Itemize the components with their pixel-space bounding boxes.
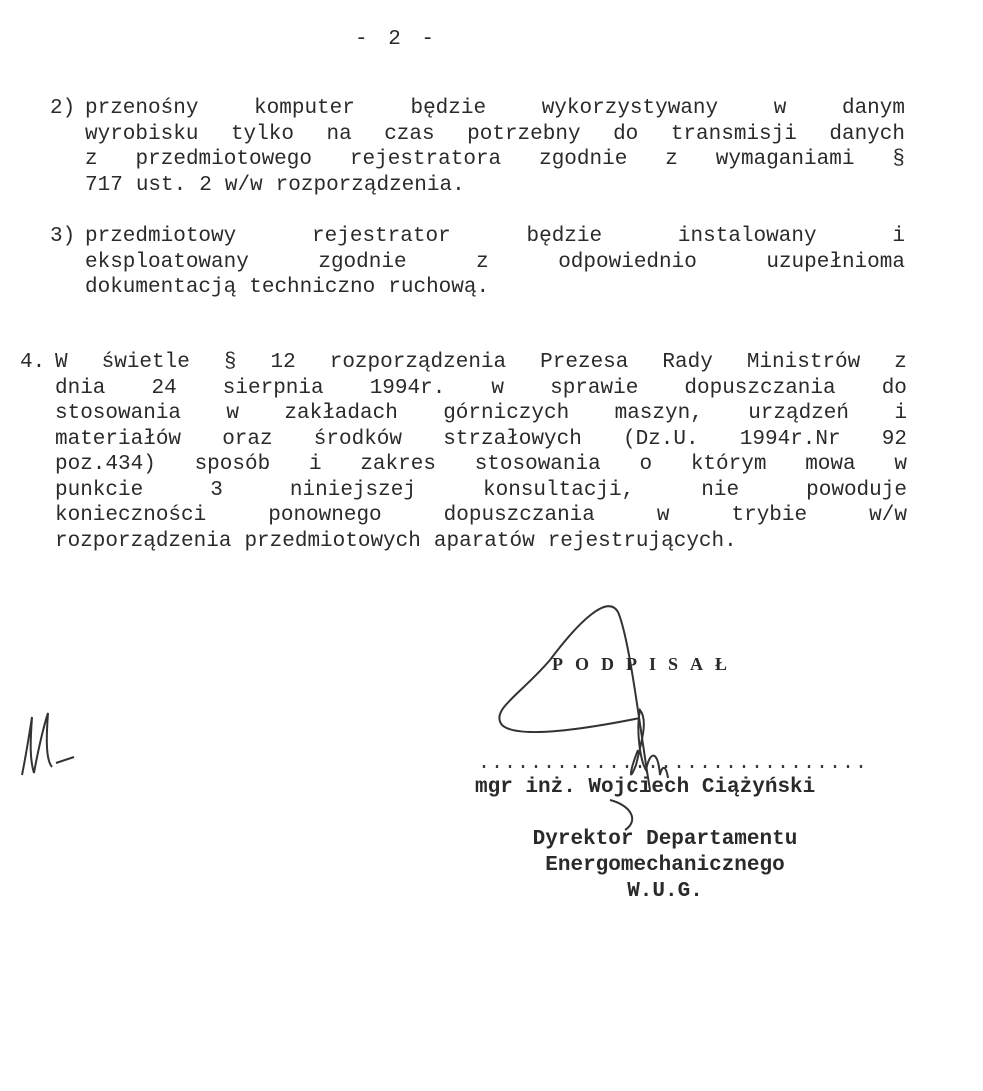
text-line bbox=[85, 173, 905, 199]
text-line bbox=[85, 250, 905, 276]
word: rejestratora bbox=[349, 148, 502, 171]
word: przedmiotowy bbox=[85, 225, 237, 248]
word: w/w bbox=[224, 173, 263, 197]
word: środków bbox=[313, 427, 403, 451]
word: powoduje bbox=[806, 478, 907, 502]
word: czas bbox=[384, 122, 435, 146]
word: rozporządzenia. bbox=[275, 173, 465, 197]
word: do bbox=[881, 376, 907, 400]
word: ruchową. bbox=[388, 276, 490, 299]
item-marker: 4. bbox=[20, 351, 46, 374]
word: w bbox=[656, 504, 670, 527]
word: 717 bbox=[85, 173, 123, 197]
list-item-2 bbox=[50, 96, 905, 198]
word: w bbox=[226, 402, 240, 425]
word: W bbox=[55, 351, 68, 374]
item-body bbox=[55, 350, 907, 554]
word: wyrobisku bbox=[85, 122, 199, 146]
word: dopuszczania bbox=[684, 376, 836, 400]
title-line: Dyrektor Departamentu bbox=[532, 828, 798, 851]
word: którym bbox=[690, 453, 767, 476]
title-line: W.U.G. bbox=[627, 880, 703, 903]
word: dopuszczania bbox=[443, 504, 595, 527]
text-line bbox=[55, 427, 907, 453]
word: instalowany bbox=[677, 225, 817, 248]
word: 2 bbox=[199, 173, 212, 197]
word: i bbox=[894, 402, 907, 425]
word: górniczych bbox=[443, 402, 570, 425]
word: konieczności bbox=[55, 504, 207, 527]
word: materiałów bbox=[55, 427, 182, 451]
word: i bbox=[308, 453, 322, 476]
word: zgodnie bbox=[539, 148, 628, 171]
text-line bbox=[55, 478, 907, 504]
handwritten-initials bbox=[18, 705, 78, 785]
word: punkcie bbox=[55, 478, 144, 502]
word: przenośny bbox=[85, 97, 199, 120]
item-marker: 2) bbox=[50, 97, 76, 120]
word: transmisji bbox=[670, 122, 797, 146]
word: dokumentacją bbox=[85, 276, 237, 299]
word: będzie bbox=[526, 225, 603, 248]
word: potrzebny bbox=[467, 122, 581, 146]
word: w bbox=[491, 376, 505, 400]
word: konsultacji, bbox=[483, 478, 635, 502]
word: 24 bbox=[151, 376, 177, 400]
word: 3 bbox=[210, 478, 223, 502]
text-line bbox=[85, 96, 905, 122]
word: rejestrujących. bbox=[547, 529, 737, 553]
text-line bbox=[85, 275, 905, 301]
word: 1994r.Nr bbox=[739, 427, 841, 451]
word: mowa bbox=[805, 453, 856, 476]
text-line bbox=[85, 122, 905, 148]
word: w/w bbox=[869, 504, 907, 527]
word: będzie bbox=[410, 97, 487, 120]
word: § bbox=[223, 351, 237, 374]
text-line bbox=[55, 401, 907, 427]
word: komputer bbox=[254, 97, 355, 120]
word: 12 bbox=[270, 351, 296, 374]
word: uzupełnioma bbox=[766, 250, 905, 274]
word: aparatów bbox=[433, 529, 535, 553]
word: i bbox=[892, 225, 905, 248]
word: przedmiotowego bbox=[135, 148, 312, 171]
word: na bbox=[326, 122, 352, 146]
word: rozporządzenia bbox=[55, 529, 232, 553]
word: danych bbox=[829, 122, 905, 146]
word: oraz bbox=[222, 427, 273, 451]
text-line bbox=[55, 376, 907, 402]
word: maszyn, bbox=[614, 402, 703, 425]
word: Prezesa bbox=[540, 351, 629, 374]
text-line bbox=[85, 147, 905, 173]
word: wykorzystywany bbox=[541, 97, 719, 120]
signature-dotted-line: .............................. bbox=[478, 752, 869, 775]
word: w bbox=[773, 97, 787, 120]
word: trybie bbox=[731, 504, 808, 527]
word: ust. bbox=[135, 173, 187, 197]
word: świetle bbox=[101, 351, 190, 374]
word: rozporządzenia bbox=[329, 351, 507, 374]
word: zakładach bbox=[284, 402, 398, 425]
word: sprawie bbox=[550, 376, 639, 400]
word: stosowania bbox=[474, 453, 601, 476]
word: strzałowych bbox=[443, 427, 582, 451]
item-body bbox=[85, 224, 905, 301]
word: zakres bbox=[360, 453, 436, 476]
word: do bbox=[613, 122, 639, 146]
word: odpowiednio bbox=[558, 250, 697, 274]
word: techniczno bbox=[249, 276, 376, 299]
word: wymaganiami bbox=[715, 148, 855, 171]
list-item-4 bbox=[20, 350, 907, 554]
signer-name: mgr inż. Wojciech Ciążyński bbox=[475, 776, 816, 799]
word: niniejszej bbox=[289, 478, 416, 502]
page-number: - 2 - bbox=[355, 28, 439, 51]
word: zgodnie bbox=[318, 250, 407, 274]
word: Rady bbox=[662, 351, 713, 374]
text-line bbox=[55, 503, 907, 529]
word: urządzeń bbox=[748, 402, 850, 425]
text-line bbox=[55, 452, 907, 478]
title-line: Energomechanicznego bbox=[545, 854, 785, 877]
word: z bbox=[476, 250, 489, 274]
word: sierpnia bbox=[222, 376, 324, 400]
word: § bbox=[892, 148, 905, 171]
word: rejestrator bbox=[312, 225, 451, 248]
word: ponownego bbox=[268, 504, 382, 527]
word: z bbox=[85, 148, 98, 171]
text-line bbox=[85, 224, 905, 250]
text-line bbox=[55, 529, 907, 555]
text-line bbox=[55, 350, 907, 376]
item-marker: 3) bbox=[50, 225, 76, 248]
word: danym bbox=[841, 97, 905, 120]
word: w bbox=[894, 453, 907, 476]
item-body bbox=[85, 96, 905, 198]
word: stosowania bbox=[55, 402, 182, 425]
word: przedmiotowych bbox=[244, 529, 421, 553]
word: 1994r. bbox=[369, 376, 446, 400]
signer-title bbox=[470, 827, 860, 905]
word: z bbox=[665, 148, 678, 171]
word: tylko bbox=[230, 122, 294, 146]
word: (Dz.U. bbox=[622, 427, 699, 451]
word: Ministrów bbox=[746, 351, 861, 374]
list-item-3 bbox=[50, 224, 905, 301]
word: o bbox=[639, 453, 653, 476]
signed-label: PODPISAŁ bbox=[552, 654, 740, 674]
word: 92 bbox=[881, 427, 907, 451]
word: poz.434) bbox=[55, 453, 156, 476]
word: eksploatowany bbox=[85, 250, 249, 274]
word: sposób bbox=[194, 453, 271, 476]
word: dnia bbox=[55, 376, 106, 400]
word: z bbox=[894, 351, 907, 374]
word: nie bbox=[701, 478, 740, 502]
